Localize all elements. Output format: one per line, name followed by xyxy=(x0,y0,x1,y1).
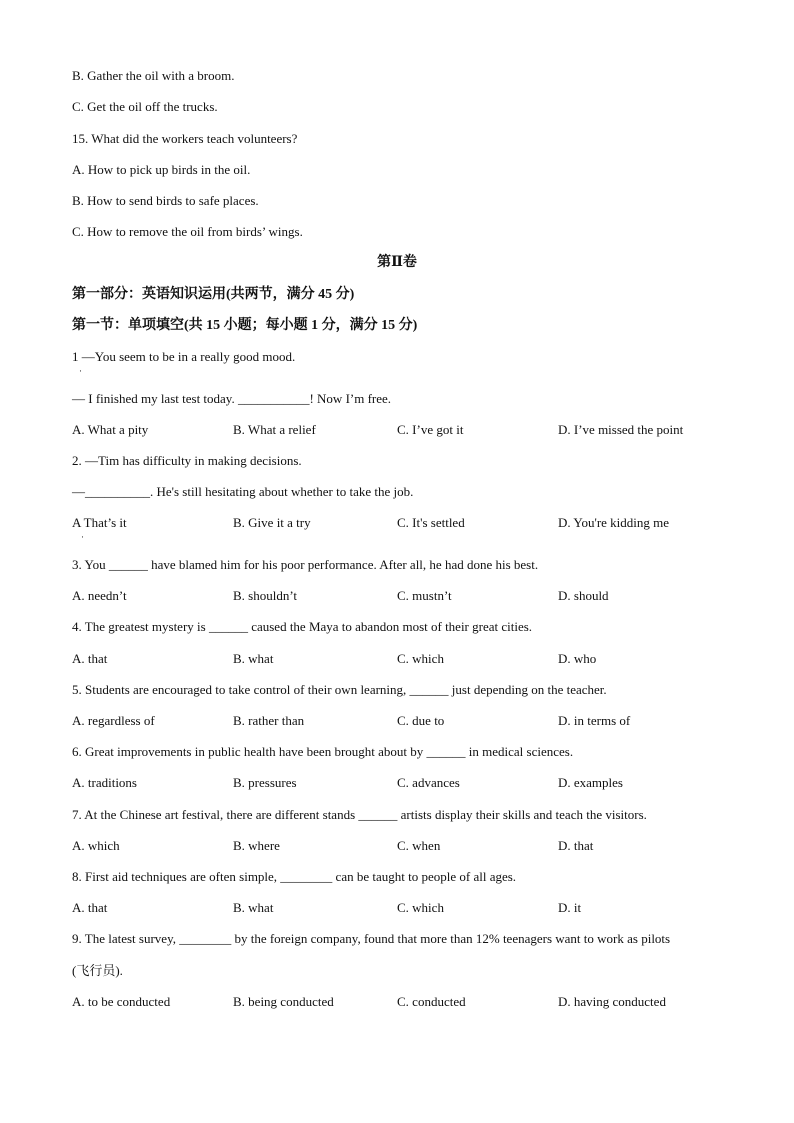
question-3-options xyxy=(72,587,752,605)
question-1-option-b: B. What a relief xyxy=(233,422,316,437)
option-line-b: B. Gather the oil with a broom. xyxy=(72,68,235,83)
question-7-options xyxy=(72,837,752,855)
question-1-option-c: C. I’ve got it xyxy=(397,422,464,437)
question-1-options xyxy=(72,421,752,439)
question-9-option-d: D. having conducted xyxy=(558,994,666,1009)
question-8-option-d: D. it xyxy=(558,900,582,915)
question-8-stem: 8. First aid techniques are often simple, ________ can be taught to people of all ages. xyxy=(72,869,517,884)
question-3-option-a: A. needn’t xyxy=(72,588,127,603)
question-15-option-b: B. How to send birds to safe places. xyxy=(72,193,259,208)
question-5-option-a: A. regardless of xyxy=(72,713,155,728)
question-2-reply: —__________. He's still hesitating about whether to take the job. xyxy=(72,484,414,499)
question-6-option-c: C. advances xyxy=(397,775,460,790)
question-2-option-b: B. Give it a try xyxy=(233,515,311,530)
question-3-option-d: D. should xyxy=(558,588,609,603)
question-4-options xyxy=(72,650,752,668)
question-5-option-b: B. rather than xyxy=(233,713,305,728)
question-15-option-a: A. How to pick up birds in the oil. xyxy=(72,162,251,177)
part-title: 第一部分：英语知识运用(共两节，满分 45 分) xyxy=(72,287,355,302)
question-2-options xyxy=(72,514,752,532)
question-6-stem: 6. Great improvements in public health have been brought about by ______ in medical sciences. xyxy=(72,744,574,759)
question-3-option-b: B. shouldn’t xyxy=(233,588,298,603)
question-7-option-d: D. that xyxy=(558,838,594,853)
question-4-option-b: B. what xyxy=(233,651,274,666)
question-5-options xyxy=(72,712,752,730)
question-8-option-c: C. which xyxy=(397,900,444,915)
option-line-c: C. Get the oil off the trucks. xyxy=(72,99,218,114)
question-1-option-a: A. What a pity xyxy=(72,422,149,437)
question-4-stem: 4. The greatest mystery is ______ caused the Maya to abandon most of their great cities. xyxy=(72,619,533,634)
question-2-option-d: D. You're kidding me xyxy=(558,515,670,530)
question-6-option-b: B. pressures xyxy=(233,775,297,790)
question-6-option-d: D. examples xyxy=(558,775,623,790)
question-6-option-a: A. traditions xyxy=(72,775,137,790)
question-7-option-c: C. when xyxy=(397,838,441,853)
question-8-options xyxy=(72,899,752,917)
question-5-option-d: D. in terms of xyxy=(558,713,631,728)
question-9-stem: 9. The latest survey, ________ by the foreign company, found that more than 12% teenagers want to work as pilots xyxy=(72,931,671,946)
question-6-options xyxy=(72,774,752,792)
question-9-options xyxy=(72,993,752,1011)
question-2-stem: 2. —Tim has difficulty in making decisions. xyxy=(72,453,302,468)
question-3-stem: 3. You ______ have blamed him for his poor performance. After all, he had done his best. xyxy=(72,557,539,572)
question-7-option-b: B. where xyxy=(233,838,280,853)
question-9-option-b: B. being conducted xyxy=(233,994,334,1009)
question-9-option-c: C. conducted xyxy=(397,994,466,1009)
question-4-option-c: C. which xyxy=(397,651,444,666)
question-15-stem: 15. What did the workers teach volunteers? xyxy=(72,131,298,146)
question-9-stem-continued: (飞行员). xyxy=(72,963,123,978)
question-5-stem: 5. Students are encouraged to take control of their own learning, ______ just depending on the teacher. xyxy=(72,682,607,697)
question-7-stem: 7. At the Chinese art festival, there are different stands ______ artists display their skills and teach the visitors. xyxy=(72,807,647,822)
question-8-option-a: A. that xyxy=(72,900,108,915)
question-15-option-c: C. How to remove the oil from birds’ wings. xyxy=(72,224,303,239)
question-9-option-a: A. to be conducted xyxy=(72,994,171,1009)
question-1-stem: 1 —You seem to be in a really good mood. xyxy=(72,349,296,364)
subpart-title: 第一节：单项填空(共 15 小题；每小题 1 分，满分 15 分) xyxy=(72,318,418,333)
question-5-option-c: C. due to xyxy=(397,713,445,728)
stray-dot: · xyxy=(79,366,82,376)
question-2-option-a: A That’s it xyxy=(72,515,127,530)
question-1-reply: — I finished my last test today. ___________! Now I’m free. xyxy=(72,391,392,406)
stray-dot: · xyxy=(81,532,84,542)
question-3-option-c: C. mustn’t xyxy=(397,588,452,603)
question-2-option-c: C. It's settled xyxy=(397,515,465,530)
question-4-option-a: A. that xyxy=(72,651,108,666)
question-7-option-a: A. which xyxy=(72,838,120,853)
question-8-option-b: B. what xyxy=(233,900,274,915)
question-1-option-d: D. I’ve missed the point xyxy=(558,422,684,437)
question-4-option-d: D. who xyxy=(558,651,597,666)
volume-title: 第Ⅱ卷 xyxy=(377,255,417,270)
